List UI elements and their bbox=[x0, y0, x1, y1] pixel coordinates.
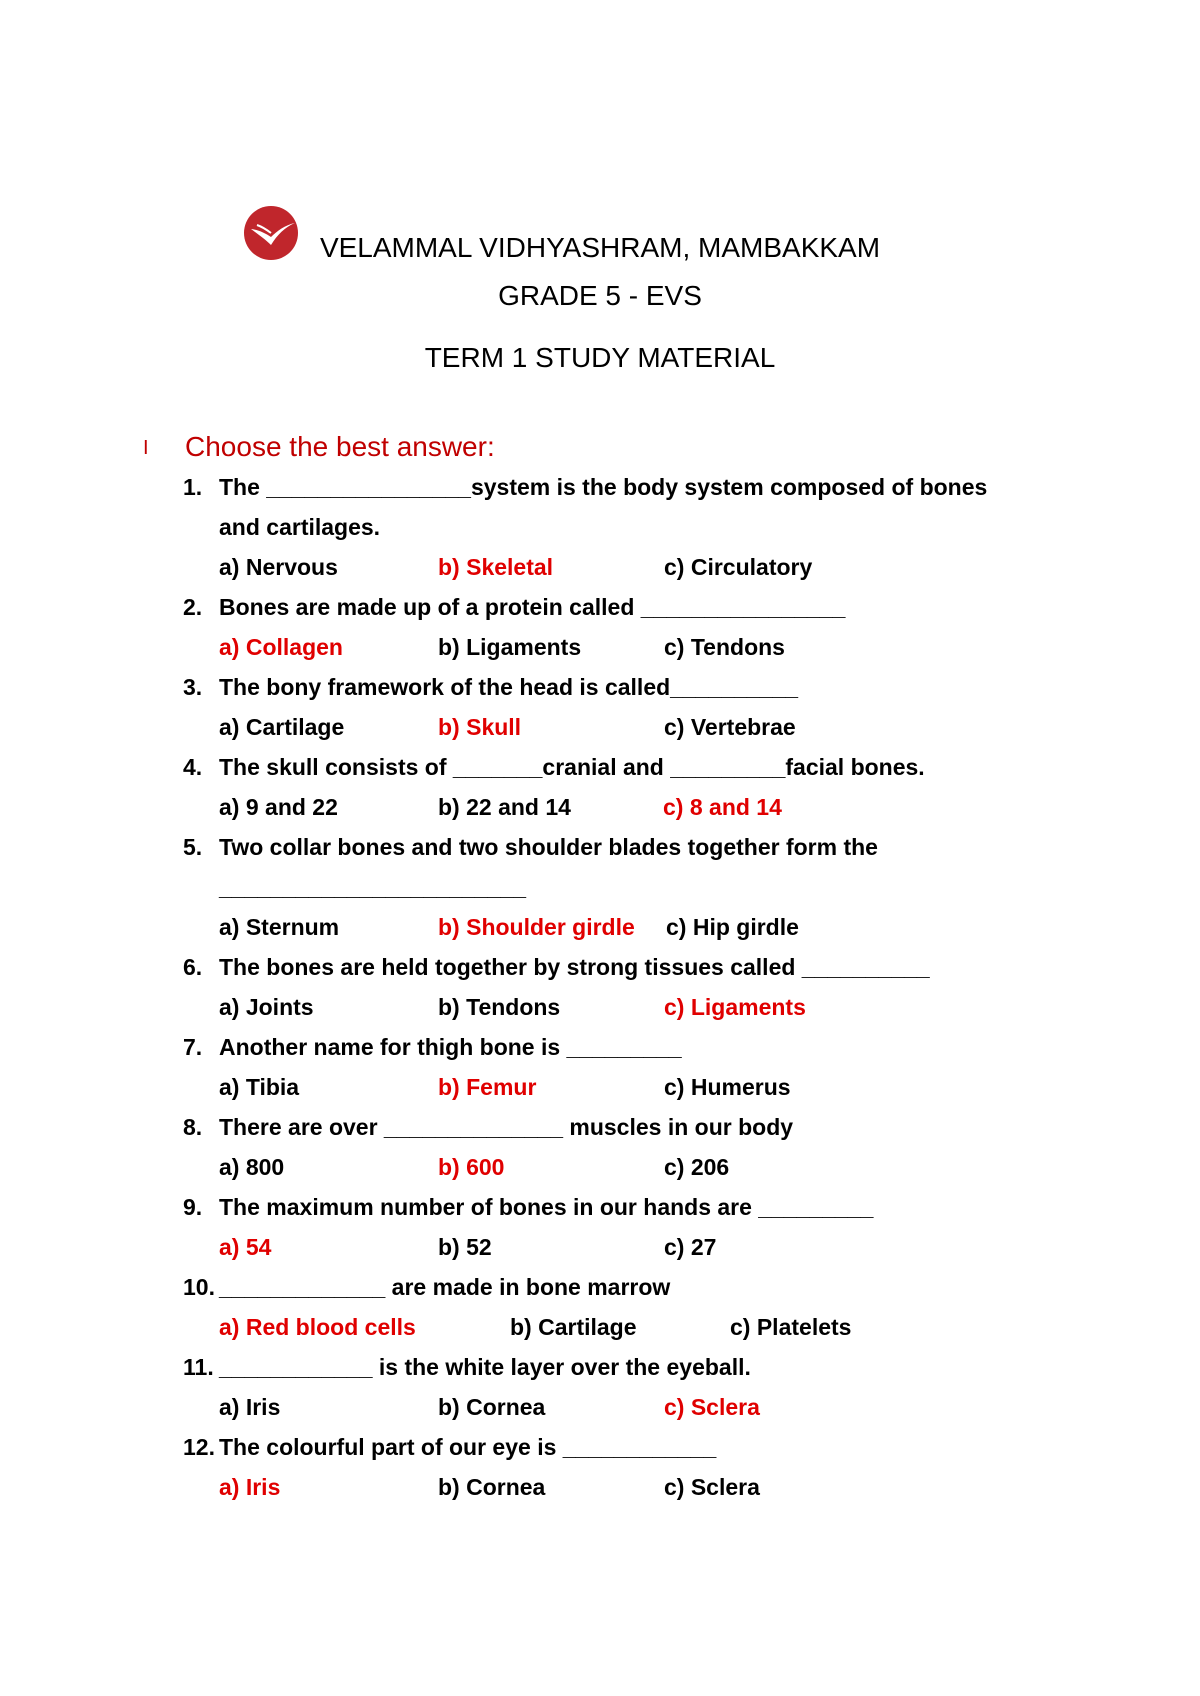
question-number: 7. bbox=[183, 1034, 203, 1060]
answer-option: b) Cornea bbox=[438, 1474, 546, 1500]
question-number: 11. bbox=[183, 1354, 214, 1380]
answer-option-correct: c) Sclera bbox=[664, 1394, 760, 1420]
answer-option-correct: a) Red blood cells bbox=[219, 1314, 416, 1340]
school-name: VELAMMAL VIDHYASHRAM, MAMBAKKAM bbox=[319, 232, 881, 263]
question-text: There are over ______________ muscles in our body bbox=[219, 1114, 794, 1140]
question-text: Two collar bones and two shoulder blades together form the bbox=[219, 834, 878, 860]
question-text: _____________ are made in bone marrow bbox=[219, 1274, 671, 1300]
answer-option: a) 800 bbox=[219, 1154, 285, 1180]
answer-option: c) Circulatory bbox=[664, 554, 813, 580]
question-text: ________________________ bbox=[219, 874, 526, 900]
answer-option-correct: c) Ligaments bbox=[664, 994, 806, 1020]
answer-option: b) Cornea bbox=[438, 1394, 546, 1420]
question-number: 6. bbox=[183, 954, 203, 980]
term-title: TERM 1 STUDY MATERIAL bbox=[424, 342, 776, 373]
question-number: 2. bbox=[183, 594, 203, 620]
answer-option: b) Tendons bbox=[438, 994, 561, 1020]
answer-option: b) 52 bbox=[438, 1234, 492, 1260]
answer-option: a) Nervous bbox=[219, 554, 338, 580]
answer-option: c) Tendons bbox=[664, 634, 785, 660]
answer-option: c) 27 bbox=[664, 1234, 717, 1260]
answer-option-correct: a) Collagen bbox=[219, 634, 343, 660]
question-text: Bones are made up of a protein called ________________ bbox=[219, 594, 846, 620]
question-number: 9. bbox=[183, 1194, 203, 1220]
question-text: The bones are held together by strong tissues called __________ bbox=[219, 954, 930, 980]
answer-option: a) Sternum bbox=[219, 914, 340, 940]
answer-option: c) Hip girdle bbox=[666, 914, 799, 940]
answer-option: a) Tibia bbox=[219, 1074, 300, 1100]
question-text: ____________ is the white layer over the eyeball. bbox=[219, 1354, 751, 1380]
answer-option: c) Sclera bbox=[664, 1474, 760, 1500]
question-number: 5. bbox=[183, 834, 203, 860]
answer-option-correct: b) Femur bbox=[438, 1074, 537, 1100]
question-text: The skull consists of _______cranial and _________facial bones. bbox=[219, 754, 925, 780]
answer-option-correct: a) Iris bbox=[219, 1474, 281, 1500]
answer-option: c) Humerus bbox=[664, 1074, 791, 1100]
answer-option: b) Ligaments bbox=[438, 634, 582, 660]
answer-option: a) Joints bbox=[219, 994, 314, 1020]
question-number: 10. bbox=[183, 1274, 215, 1300]
answer-option-correct: b) Shoulder girdle bbox=[438, 914, 635, 940]
section-heading bbox=[143, 431, 495, 463]
answer-option: c) Vertebrae bbox=[664, 714, 796, 740]
question-number: 3. bbox=[183, 674, 203, 700]
answer-option-correct: b) 600 bbox=[438, 1154, 505, 1180]
answer-option: a) Cartilage bbox=[219, 714, 345, 740]
question-text: The maximum number of bones in our hands are _________ bbox=[219, 1194, 874, 1220]
answer-option-correct: b) Skeletal bbox=[438, 554, 554, 580]
answer-option-correct: c) 8 and 14 bbox=[663, 794, 782, 820]
question-number: 12. bbox=[183, 1434, 215, 1460]
answer-option-correct: a) 54 bbox=[219, 1234, 272, 1260]
answer-option: b) 22 and 14 bbox=[438, 794, 571, 820]
question-text: The colourful part of our eye is ____________ bbox=[219, 1434, 717, 1460]
answer-option-correct: b) Skull bbox=[438, 714, 522, 740]
question-text: and cartilages. bbox=[219, 514, 381, 540]
question-number: 1. bbox=[183, 474, 203, 500]
answer-option: b) Cartilage bbox=[510, 1314, 637, 1340]
answer-option: a) 9 and 22 bbox=[219, 794, 338, 820]
question-text: Another name for thigh bone is _________ bbox=[219, 1034, 682, 1060]
answer-option: c) 206 bbox=[664, 1154, 730, 1180]
question-number: 4. bbox=[183, 754, 203, 780]
question-text: The ________________system is the body system composed of bones bbox=[219, 474, 988, 500]
section-number: I bbox=[143, 437, 149, 460]
answer-option: c) Platelets bbox=[730, 1314, 852, 1340]
answer-option: a) Iris bbox=[219, 1394, 281, 1420]
question-number: 8. bbox=[183, 1114, 203, 1140]
grade-title: GRADE 5 - EVS bbox=[498, 280, 702, 311]
question-text: The bony framework of the head is called__________ bbox=[219, 674, 799, 700]
section-title: Choose the best answer: bbox=[185, 431, 495, 462]
